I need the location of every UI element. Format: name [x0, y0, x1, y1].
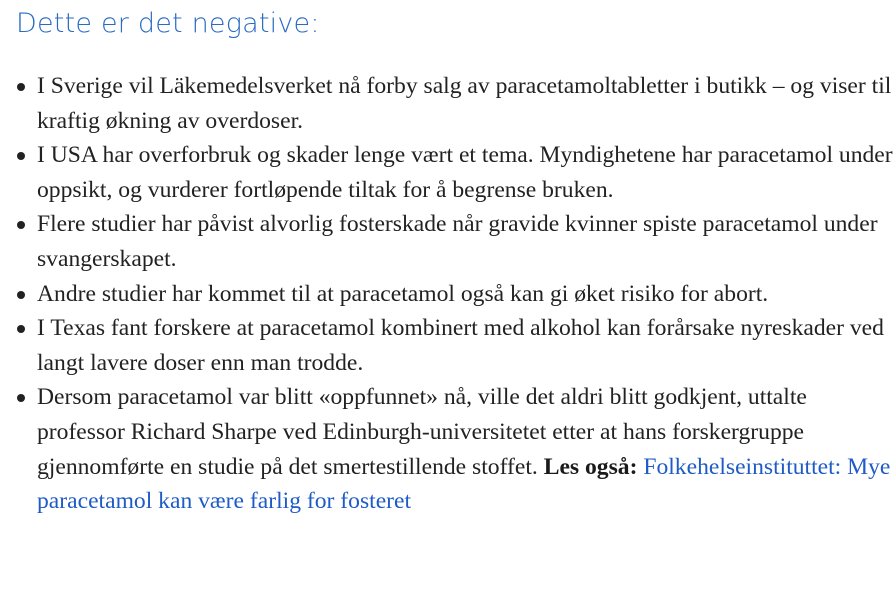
section-heading: Dette er det negative:: [16, 8, 320, 39]
list-item-text: Andre studier har kommet til at paracetamol også kan gi øket risiko for abort.: [37, 280, 769, 307]
list-item: [37, 380, 893, 518]
list-item-text: Flere studier har påvist alvorlig fosterskade når gravide kvinner spiste paracetamol under svangerskapet.: [37, 211, 878, 272]
list-item: [37, 277, 893, 312]
related-article-link[interactable]: Folkehelseinstituttet: Mye paracetamol kan være farlig for fosteret: [37, 453, 891, 515]
list-item-text: I Texas fant forskere at paracetamol kombinert med alkohol kan forårsake nyreskader ved langt lavere doser enn man trodde.: [37, 315, 884, 376]
list-item: [37, 207, 893, 276]
list-item: [37, 311, 893, 380]
list-item-text: I USA har overforbruk og skader lenge vært et tema. Myndighetene har paracetamol under oppsikt, og vurderer fortløpende tiltak for å begrense bruken.: [37, 142, 893, 203]
read-also-label: Les også:: [543, 453, 638, 480]
list-item-text: I Sverige vil Läkemedelsverket nå forby salg av paracetamoltabletter i butikk – og viser til kraftig økning av overdoser.: [37, 73, 892, 134]
list-item: [37, 69, 893, 138]
list-item: [37, 138, 893, 207]
bullet-list: [37, 69, 893, 519]
list-item-text: Dersom paracetamol var blitt «oppfunnet» nå, ville det aldri blitt godkjent, uttalte professor Richard Sharpe ved Edinburgh-universitetet etter at hans forskergruppe gjennomførte en studie på det smertestillende stoffet.: [37, 384, 807, 480]
